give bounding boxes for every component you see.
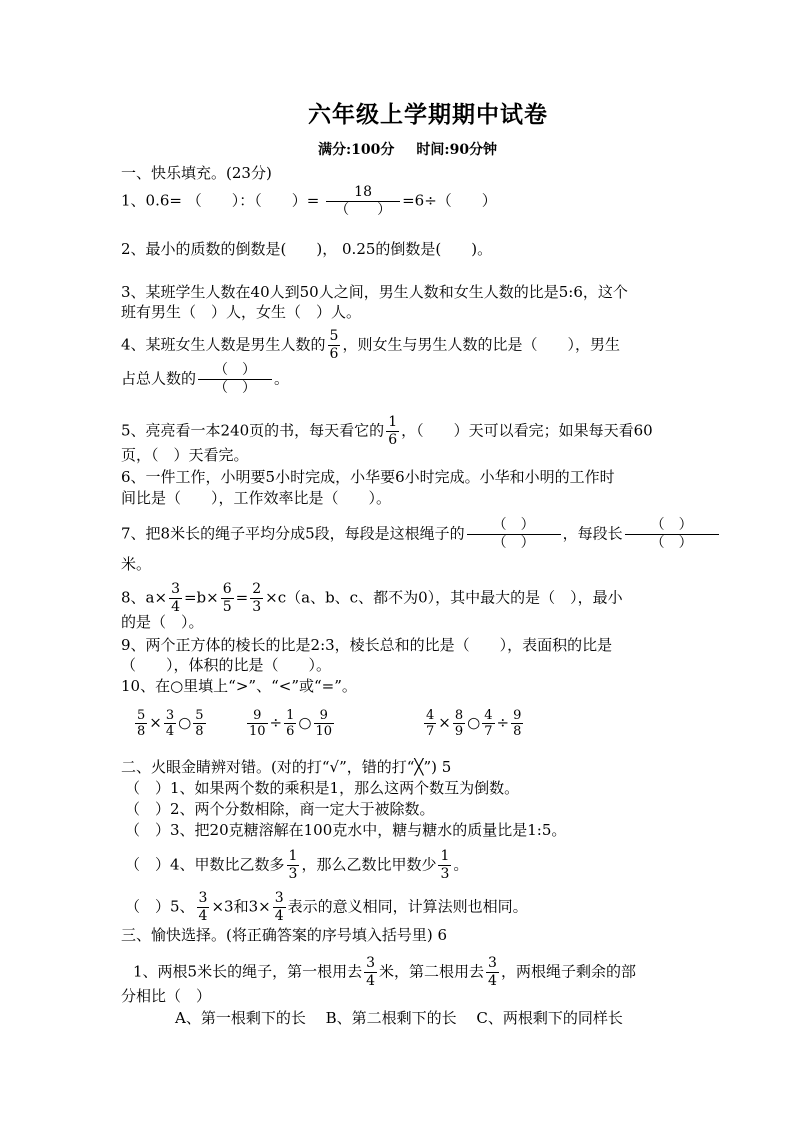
- e2-e: 9: [314, 708, 335, 724]
- q4-fraction: [328, 328, 341, 363]
- j5-numerator-b: 3: [274, 890, 284, 906]
- q8-fraction-3: [250, 581, 263, 616]
- page-title: 六年级上学期期中试卷: [308, 101, 548, 128]
- e2-c: 1: [286, 708, 295, 723]
- choice-1-options: A、第一根剩下的长 B、第二根剩下的长 C、两根剩下的同样长: [175, 1009, 623, 1027]
- question-8-line-1: [121, 581, 623, 616]
- e3-c: 8: [454, 708, 464, 723]
- choice-1-line-2: 分相比（ ）: [121, 987, 212, 1005]
- j4-numerator-a: 1: [288, 848, 298, 864]
- j4-fraction-b: [438, 848, 451, 883]
- q10-expression-1: [133, 708, 208, 739]
- e1-e: 5: [195, 708, 204, 723]
- e2-divide: ÷: [269, 713, 283, 732]
- e3-frac-b: [453, 708, 465, 739]
- e3-a: 4: [426, 708, 435, 723]
- e2-frac-b: [284, 708, 296, 739]
- j5-fraction-a: [197, 890, 210, 925]
- q8-f3-denominator: 3: [252, 599, 262, 615]
- judge-3: （ ）3、把20克糖溶解在100克水中，糖与糖水的质量比是1:5。: [125, 821, 567, 839]
- e1-frac-c: [193, 708, 205, 739]
- q4-text-c: 占总人数的: [121, 369, 197, 388]
- q4-text-d: 。: [274, 369, 290, 388]
- e3-divide: ÷: [496, 713, 510, 732]
- section-3-heading: 三、愉快选择。(将正确答案的序号填入括号里) 6: [121, 926, 448, 944]
- q7-fraction-a: [467, 517, 561, 552]
- question-9-line-1: 9、两个正方体的棱长的比是2:3，棱长总和的比是（ ），表面积的比是: [121, 636, 613, 654]
- e3-f: 7: [484, 724, 493, 739]
- question-3-line-2: 班有男生（ ）人，女生（ ）人。: [121, 303, 362, 321]
- e3-frac-d: [511, 708, 523, 739]
- j4-text-c: 。: [453, 855, 469, 874]
- q7-blank-denominator-a: （ ）: [492, 535, 535, 551]
- e3-times: ×: [438, 713, 451, 732]
- q10-expression-3: [422, 708, 525, 739]
- q5-text-b: ，（ ）天可以看完；如果每天看60: [401, 421, 653, 440]
- q5-numerator: 1: [388, 414, 398, 430]
- question-5-line-1: [121, 414, 653, 449]
- e1-times: ×: [149, 713, 162, 732]
- q4-denominator: 6: [329, 346, 339, 362]
- q8-fraction-1: [169, 581, 182, 616]
- j4-denominator-b: 3: [440, 866, 450, 882]
- q5-text-a: 5、亮亮看一本240页的书，每天看它的: [121, 421, 385, 440]
- q8-f1-numerator: 3: [171, 581, 180, 597]
- q7-blank-denominator-b: （ ）: [650, 535, 693, 551]
- question-7-line-1: [121, 517, 721, 552]
- j4-fraction-a: [287, 848, 300, 883]
- j4-denominator-a: 3: [288, 866, 298, 882]
- c1-text-b: 米，第二根用去: [379, 962, 485, 981]
- q7-blank-numerator-b: （ ）: [625, 517, 719, 535]
- q8-f1-denominator: 4: [171, 599, 180, 615]
- e3-e: 4: [484, 708, 493, 723]
- j4-text-b: ，那么乙数比甲数少: [301, 855, 437, 874]
- j5-numerator-a: 3: [198, 890, 208, 906]
- question-7-line-2: 米。: [121, 555, 152, 573]
- q1-fraction: [326, 184, 400, 219]
- exam-time: 时间:90分钟: [416, 142, 498, 158]
- judge-1: （ ）1、如果两个数的乘积是1，那么这两个数互为倒数。: [125, 779, 520, 797]
- q4-numerator: 5: [329, 328, 339, 344]
- question-6-line-1: 6、一件工作，小明要5小时完成，小华要6小时完成。小华和小明的工作时: [121, 468, 615, 486]
- c1-numerator-a: 3: [366, 955, 376, 971]
- q4-answer-fraction: [198, 362, 272, 397]
- q5-fraction: [386, 414, 399, 449]
- q8-fraction-2: [221, 581, 234, 616]
- e1-circle: ○: [178, 713, 192, 732]
- q8-f3-numerator: 2: [252, 581, 262, 597]
- judge-4: [125, 848, 468, 883]
- c1-denominator-b: 4: [488, 973, 497, 989]
- j4-text-a: （ ）4、甲数比乙数多: [125, 855, 285, 874]
- question-4-line-2: [121, 362, 289, 397]
- question-10: 10、在○里填上“>”、“<”或“=”。: [121, 677, 357, 695]
- e2-b: 10: [249, 724, 266, 739]
- e2-a: 9: [247, 708, 268, 724]
- j5-denominator-a: 4: [198, 908, 208, 924]
- e1-b: 8: [137, 724, 146, 739]
- e1-f: 8: [195, 724, 204, 739]
- e3-frac-c: [482, 708, 494, 739]
- e3-d: 9: [454, 724, 464, 739]
- q8-text-d: ×c（a、b、c、都不为0），其中最大的是（ ），最小: [265, 588, 623, 607]
- q4-text-b: ，则女生与男生人数的比是（ ），男生: [342, 335, 620, 354]
- q1-denominator: （ ）: [335, 202, 392, 218]
- score-info: [318, 140, 497, 160]
- e2-f: 10: [315, 724, 333, 739]
- j5-fraction-b: [273, 890, 286, 925]
- e3-g: 9: [513, 708, 522, 723]
- e2-d: 6: [286, 724, 295, 739]
- question-9-line-2: （ ），体积的比是（ ）。: [121, 656, 332, 674]
- e2-frac-a: [247, 708, 268, 739]
- q7-text-b: ，每段长: [562, 524, 623, 543]
- e1-a: 5: [137, 708, 146, 723]
- c1-fraction-b: [486, 955, 499, 990]
- e1-d: 4: [165, 724, 175, 739]
- judge-5: [125, 890, 528, 925]
- j5-denominator-b: 4: [274, 908, 284, 924]
- q5-denominator: 6: [388, 432, 398, 448]
- q4-text-a: 4、某班女生人数是男生人数的: [121, 335, 326, 354]
- question-3-line-1: 3、某班学生人数在40人到50人之间，男生人数和女生人数的比是5:6，这个: [121, 283, 628, 301]
- e3-circle: ○: [467, 713, 481, 732]
- c1-denominator-a: 4: [366, 973, 376, 989]
- j5-text-c: 表示的意义相同，计算法则也相同。: [287, 897, 528, 916]
- question-4-line-1: [121, 328, 620, 363]
- j4-numerator-b: 1: [440, 848, 450, 864]
- full-score: 满分:100分: [318, 142, 395, 158]
- q8-text-c: =: [235, 588, 249, 607]
- q1-text-a: 1、0.6= （ ）：（ ）=: [121, 191, 320, 210]
- e3-h: 8: [513, 724, 522, 739]
- e3-frac-a: [424, 708, 436, 739]
- question-8-line-2: 的是（ ）。: [121, 613, 204, 631]
- choice-1-line-1: [133, 955, 636, 990]
- j5-text-b: ×3和3×: [211, 897, 271, 916]
- section-1-heading: 一、快乐填充。(23分): [121, 164, 272, 182]
- c1-text-a: 1、两根5米长的绳子，第一根用去: [133, 962, 363, 981]
- question-1: [121, 184, 497, 219]
- c1-fraction-a: [364, 955, 377, 990]
- q8-f2-numerator: 6: [222, 581, 232, 597]
- question-2: 2、最小的质数的倒数是( )， 0.25的倒数是( )。: [121, 240, 493, 258]
- e2-frac-c: [314, 708, 335, 739]
- q1-text-b: =6÷（ ）: [402, 191, 497, 210]
- e1-c: 3: [165, 708, 175, 723]
- q8-text-a: 8、a×: [121, 588, 168, 607]
- question-6-line-2: 间比是（ ），工作效率比是（ ）。: [121, 489, 392, 507]
- q7-blank-numerator-a: （ ）: [467, 517, 561, 535]
- e1-frac-b: [164, 708, 176, 739]
- q4-blank-denominator: （ ）: [214, 380, 257, 396]
- question-5-line-2: 页，（ ）天看完。: [121, 446, 249, 464]
- e1-frac-a: [135, 708, 147, 739]
- q1-numerator: 18: [326, 184, 400, 202]
- q10-expression-2: [245, 708, 336, 739]
- e3-b: 7: [426, 724, 435, 739]
- e2-circle: ○: [298, 713, 312, 732]
- judge-2: （ ）2、两个分数相除，商一定大于被除数。: [125, 800, 435, 818]
- q7-fraction-b: [625, 517, 719, 552]
- q7-text-a: 7、把8米长的绳子平均分成5段，每段是这根绳子的: [121, 524, 465, 543]
- section-2-heading: 二、火眼金睛辨对错。(对的打“√”，错的打“╳”) 5: [121, 758, 452, 776]
- q4-blank-numerator: （ ）: [198, 362, 272, 380]
- c1-text-c: ，两根绳子剩余的部: [500, 962, 636, 981]
- q8-text-b: =b×: [183, 588, 219, 607]
- q8-f2-denominator: 5: [222, 599, 232, 615]
- c1-numerator-b: 3: [488, 955, 497, 971]
- j5-text-a: （ ）5、: [125, 897, 195, 916]
